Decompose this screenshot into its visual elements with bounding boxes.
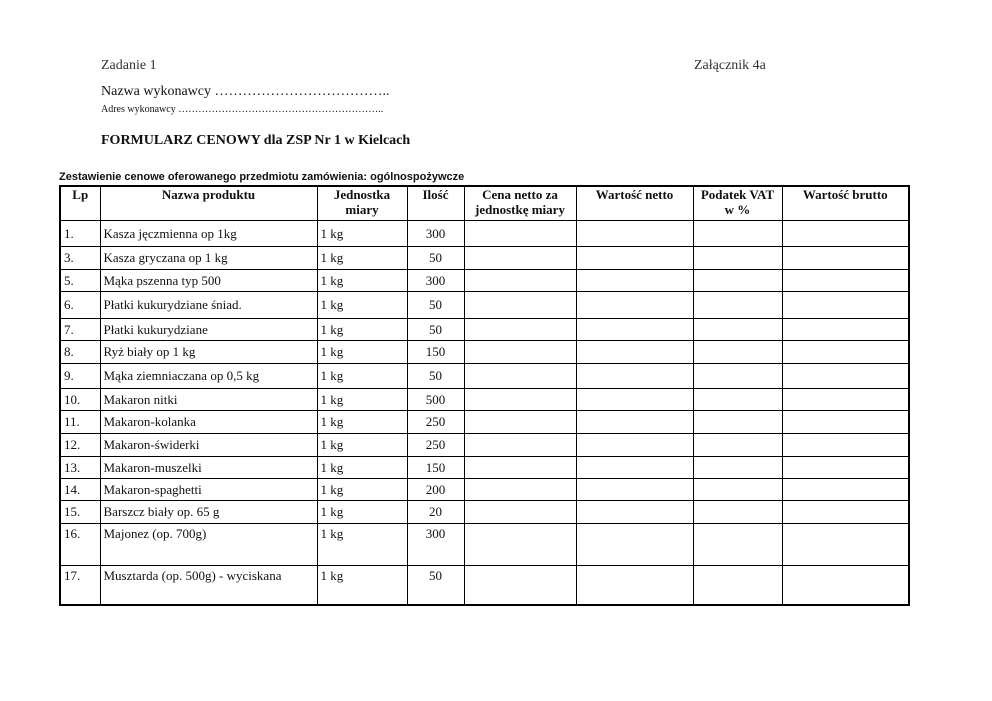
net-value-cell (576, 247, 693, 270)
net-value-cell (576, 341, 693, 364)
unit-net-price-cell (464, 364, 576, 389)
gross-value-cell (782, 457, 909, 479)
col-header-lp: Lp (60, 186, 100, 221)
net-value-cell (576, 501, 693, 524)
table-row (60, 389, 909, 411)
quantity-cell: 300 (407, 221, 464, 247)
unit-net-price-cell (464, 389, 576, 411)
lp-cell: 16. (60, 524, 100, 566)
gross-value-cell (782, 479, 909, 501)
net-value-cell (576, 457, 693, 479)
summary-caption: Zestawienie cenowe oferowanego przedmiotu zamówienia: ogólnospożywcze (59, 171, 465, 183)
vat-cell (693, 434, 782, 457)
lp-cell: 8. (60, 341, 100, 364)
unit-cell: 1 kg (317, 221, 407, 247)
contractor-address-line: Adres wykonawcy …………………………………………………….. (101, 104, 384, 115)
lp-cell: 14. (60, 479, 100, 501)
lp-cell: 12. (60, 434, 100, 457)
unit-cell: 1 kg (317, 434, 407, 457)
net-value-cell (576, 389, 693, 411)
unit-net-price-cell (464, 457, 576, 479)
unit-net-price-cell (464, 341, 576, 364)
unit-net-price-cell (464, 270, 576, 292)
unit-cell: 1 kg (317, 247, 407, 270)
table-row (60, 319, 909, 341)
table-row (60, 524, 909, 566)
unit-net-price-cell (464, 411, 576, 434)
quantity-cell: 50 (407, 364, 464, 389)
unit-net-price-cell (464, 319, 576, 341)
vat-cell (693, 389, 782, 411)
vat-cell (693, 292, 782, 319)
quantity-cell: 20 (407, 501, 464, 524)
gross-value-cell (782, 221, 909, 247)
net-value-cell (576, 524, 693, 566)
quantity-cell: 50 (407, 319, 464, 341)
quantity-cell: 300 (407, 524, 464, 566)
unit-net-price-cell (464, 501, 576, 524)
unit-cell: 1 kg (317, 364, 407, 389)
table-row (60, 221, 909, 247)
unit-cell: 1 kg (317, 524, 407, 566)
vat-cell (693, 501, 782, 524)
unit-net-price-cell (464, 566, 576, 605)
unit-cell: 1 kg (317, 270, 407, 292)
col-header-gross-value: Wartość brutto (782, 186, 909, 221)
task-label: Zadanie 1 (101, 58, 157, 73)
net-value-cell (576, 270, 693, 292)
table-row (60, 411, 909, 434)
table-row (60, 270, 909, 292)
vat-cell (693, 524, 782, 566)
lp-cell: 11. (60, 411, 100, 434)
col-header-net-value: Wartość netto (576, 186, 693, 221)
vat-cell (693, 319, 782, 341)
lp-cell: 1. (60, 221, 100, 247)
gross-value-cell (782, 434, 909, 457)
product-name-cell: Barszcz biały op. 65 g (100, 501, 317, 524)
unit-cell: 1 kg (317, 389, 407, 411)
col-header-product-name: Nazwa produktu (100, 186, 317, 221)
product-name-cell: Makaron nitki (100, 389, 317, 411)
unit-cell: 1 kg (317, 479, 407, 501)
gross-value-cell (782, 566, 909, 605)
product-name-cell: Majonez (op. 700g) (100, 524, 317, 566)
table-row (60, 364, 909, 389)
net-value-cell (576, 364, 693, 389)
unit-cell: 1 kg (317, 319, 407, 341)
lp-cell: 13. (60, 457, 100, 479)
table-row (60, 457, 909, 479)
product-name-cell: Makaron-kolanka (100, 411, 317, 434)
lp-cell: 3. (60, 247, 100, 270)
table-row (60, 566, 909, 605)
gross-value-cell (782, 501, 909, 524)
net-value-cell (576, 319, 693, 341)
product-name-cell: Płatki kukurydziane śniad. (100, 292, 317, 319)
col-header-unit: Jednostka miary (317, 186, 407, 221)
table-row (60, 501, 909, 524)
product-name-cell: Kasza gryczana op 1 kg (100, 247, 317, 270)
quantity-cell: 250 (407, 411, 464, 434)
net-value-cell (576, 479, 693, 501)
product-name-cell: Makaron-spaghetti (100, 479, 317, 501)
contractor-name-line: Nazwa wykonawcy ……………………………….. (101, 84, 390, 99)
vat-cell (693, 341, 782, 364)
table-row (60, 434, 909, 457)
gross-value-cell (782, 524, 909, 566)
unit-cell: 1 kg (317, 566, 407, 605)
lp-cell: 5. (60, 270, 100, 292)
quantity-cell: 200 (407, 479, 464, 501)
quantity-cell: 50 (407, 566, 464, 605)
gross-value-cell (782, 270, 909, 292)
vat-cell (693, 221, 782, 247)
vat-cell (693, 566, 782, 605)
gross-value-cell (782, 319, 909, 341)
net-value-cell (576, 434, 693, 457)
lp-cell: 10. (60, 389, 100, 411)
quantity-cell: 150 (407, 457, 464, 479)
gross-value-cell (782, 389, 909, 411)
price-table (59, 185, 910, 606)
unit-net-price-cell (464, 524, 576, 566)
quantity-cell: 500 (407, 389, 464, 411)
product-name-cell: Makaron-muszelki (100, 457, 317, 479)
table-row (60, 341, 909, 364)
lp-cell: 17. (60, 566, 100, 605)
lp-cell: 15. (60, 501, 100, 524)
unit-cell: 1 kg (317, 501, 407, 524)
quantity-cell: 150 (407, 341, 464, 364)
quantity-cell: 50 (407, 292, 464, 319)
vat-cell (693, 411, 782, 434)
unit-net-price-cell (464, 434, 576, 457)
gross-value-cell (782, 411, 909, 434)
vat-cell (693, 364, 782, 389)
unit-cell: 1 kg (317, 457, 407, 479)
gross-value-cell (782, 247, 909, 270)
product-name-cell: Płatki kukurydziane (100, 319, 317, 341)
gross-value-cell (782, 364, 909, 389)
net-value-cell (576, 221, 693, 247)
net-value-cell (576, 566, 693, 605)
product-name-cell: Ryż biały op 1 kg (100, 341, 317, 364)
col-header-unit-net-price: Cena netto za jednostkę miary (464, 186, 576, 221)
table-body (60, 221, 909, 605)
product-name-cell: Kasza jęczmienna op 1kg (100, 221, 317, 247)
unit-net-price-cell (464, 221, 576, 247)
lp-cell: 6. (60, 292, 100, 319)
vat-cell (693, 247, 782, 270)
unit-net-price-cell (464, 292, 576, 319)
net-value-cell (576, 292, 693, 319)
col-header-vat: Podatek VAT w % (693, 186, 782, 221)
annex-label: Załącznik 4a (694, 58, 766, 73)
gross-value-cell (782, 341, 909, 364)
unit-net-price-cell (464, 247, 576, 270)
unit-cell: 1 kg (317, 411, 407, 434)
table-header-row (60, 186, 909, 221)
unit-cell: 1 kg (317, 292, 407, 319)
table-row (60, 479, 909, 501)
net-value-cell (576, 411, 693, 434)
quantity-cell: 250 (407, 434, 464, 457)
table-row (60, 247, 909, 270)
product-name-cell: Mąka ziemniaczana op 0,5 kg (100, 364, 317, 389)
lp-cell: 7. (60, 319, 100, 341)
form-title: FORMULARZ CENOWY dla ZSP Nr 1 w Kielcach (101, 133, 411, 148)
product-name-cell: Musztarda (op. 500g) - wyciskana (100, 566, 317, 605)
product-name-cell: Makaron-świderki (100, 434, 317, 457)
lp-cell: 9. (60, 364, 100, 389)
unit-cell: 1 kg (317, 341, 407, 364)
table-row (60, 292, 909, 319)
unit-net-price-cell (464, 479, 576, 501)
col-header-quantity: Ilość (407, 186, 464, 221)
vat-cell (693, 457, 782, 479)
gross-value-cell (782, 292, 909, 319)
quantity-cell: 50 (407, 247, 464, 270)
vat-cell (693, 270, 782, 292)
product-name-cell: Mąka pszenna typ 500 (100, 270, 317, 292)
vat-cell (693, 479, 782, 501)
quantity-cell: 300 (407, 270, 464, 292)
